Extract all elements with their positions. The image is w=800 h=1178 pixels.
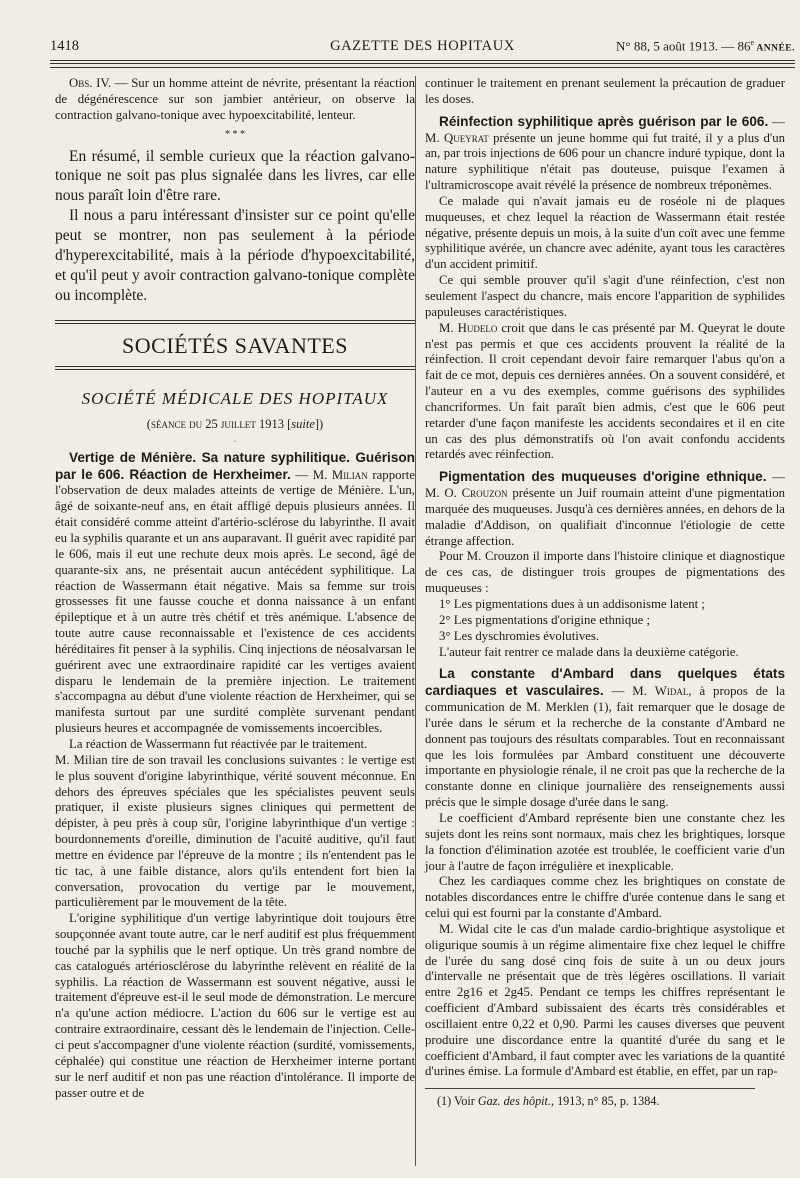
section-rule-bottom	[55, 366, 415, 370]
list-item: 2° Les pigmentations d'origine ethnique ;	[439, 612, 651, 627]
section-stars: * * *	[225, 128, 245, 140]
list-item: 1° Les pigmentations dues à un addisonisme latent ;	[439, 597, 705, 611]
ambard-heading: La constante d'Ambard dans quelques états cardiaques et vasculaires.	[425, 666, 785, 699]
header-rule	[50, 60, 795, 61]
vertige-paragraph-3: M. Milian tire de son travail les conclusions suivantes : le vertige est le plus souvent d'origine labyrinthique, vérité souvent méconnue. En dehors des épreuves spéciales que les spécialistes peuvent seuls pratiquer, il existe plusieurs signes cliniques qui permettent de dépister, à peu près à coup sûr, l'origine labyrinthique d'un vertige : bourdonnements d'oreille, diminution de l'acuité auditive, qu'il faut mettre en évidence par l'épreuve de la montre ; ils n'entendent pas le tic tac, à une faible distance, alors qu'ils entendent fort bien la conversation, provocation du vertige par le mouvement, particulièrement par le mouvement de la tête.	[55, 752, 415, 910]
continuation-paragraph: continuer le traitement en prenant seulement la précaution de graduer les doses.	[425, 76, 785, 106]
header-rule-2	[50, 63, 795, 64]
observation-paragraph: Obs. IV. — Sur un homme atteint de névrite, présentant la réaction de dégénérescence sur son jambier antérieur, on observe la contraction galvano-tonique avec hypoexcitabilité, lenteur.	[55, 76, 415, 122]
vertige-paragraph: Vertige de Ménière. Sa nature syphilitique. Guérison par le 606. Réaction de Herxheimer. — M. Milian rapporte l'observation de deux malades atteints de vertige de Ménière. L'un, âgé de soixante-neuf ans, en était affligé depuis plusieurs années. Il était considéré comme atteint d'artério-sclérose du labyrinthe. Il avait eu la syphilis quarante et un ans auparavant. Il guérit avec rapidité par le 606, mais il eut une rechute deux mois après. Le second, âgé de quarante-six ans, ne présentait aucun antécédent syphilitique. La réaction de Wassermann était négative. Mais sa femme sur trois grossesses fit une fausse couche et donna naissance à un enfant épileptique et à un autre très chétif et très anémique. L'absence de toute autre cause reconnaissable et l'existence de ces accidents héréditaires fit penser à la syphilis. Cinq injections de néosalvarsan le guérirent avec une extraordinaire rapidité car les vertiges avaient disparu le lendemain de la première injection. Le traitement s'accompagna au début d'une violente réaction de Herxheimer, qui se manifesta surtout par une surdité complète survenant pendant plusieurs heures et accompagnée de vomissements incoercibles.	[55, 449, 415, 736]
reinfection-paragraph-3: Ce qui semble prouver qu'il s'agit d'une réinfection, c'est non seulement l'aspect du chancre, mais encore l'apparition de syphilides papuleuses caractéristiques.	[425, 273, 785, 319]
pigmentation-paragraph: Pigmentation des muqueuses d'origine ethnique. — M. O. Crouzon présente un Juif roumain atteint d'une pigmentation marquée des muqueuses. Jusqu'à ces dernières années, en dehors de la maladie d'Addison, on qualifiait d'inconnue l'étiologie de cette étrange affection.	[425, 469, 786, 548]
vertige-heading: Vertige de Ménière. Sa nature syphilitique. Guérison par le 606. Réaction de Herxheimer.	[55, 449, 415, 482]
footnote-rule	[425, 1088, 755, 1089]
page-number: 1418	[50, 38, 79, 54]
section-heading: SOCIÉTÉS SAVANTES	[122, 332, 348, 358]
society-title: SOCIÉTÉ MÉDICALE DES HOPITAUX	[81, 388, 389, 408]
pigmentation-heading: Pigmentation des muqueuses d'origine ethnique.	[439, 469, 767, 485]
pigmentation-list	[425, 597, 785, 645]
column-divider	[415, 76, 416, 1166]
resume-paragraph-1: En résumé, il semble curieux que la réaction galvano-tonique ne soit pas plus signalée dans les livres, car elle nous paraît loin d'être rare.	[55, 147, 415, 205]
issue-info: N° 88, 5 août 1913. — 86e ANNÉE.	[615, 38, 795, 54]
vertige-paragraph-2: La réaction de Wassermann fut réactivée par le traitement.	[69, 736, 368, 751]
running-header	[50, 36, 795, 58]
header-rule-3	[50, 67, 795, 68]
reinfection-paragraph: Réinfection syphilitique après guérison par le 606. — M. Queyrat présente un jeune homme qui fut traité, il y a plus d'un an, par trois injections de 606 pour un chancre induré typique, dont la nature syphilitique n'était pas douteuse, puisque l'examen à l'ultramicroscope avait révélé la présence de nombreux tréponèmes.	[425, 113, 785, 193]
list-item: 3° Les dyschromies évolutives.	[439, 628, 600, 643]
ambard-paragraph-3: Chez les cardiaques comme chez les brightiques on constate de notables discordances entre le chiffre d'urée contenue dans le sang et celui qui est fourni par la constante d'Ambard.	[425, 874, 785, 921]
ornament-mark: ‘	[233, 437, 237, 448]
footnote: (1) Voir Gaz. des hôpit., 1913, n° 85, p. 1384.	[437, 1094, 660, 1109]
hudelo-paragraph: M. Hudelo croit que dans le cas présenté par M. Queyrat le doute n'est pas permis et que ces accidents prouvent la réalité de la réinfection. Il croit cependant devoir faire remarquer l'abus qu'on a fait de ce mot, depuis ces dernières années. On a souvent considéré, et l'auteur en a vu des exemples, comme guérisons des syphilides chancriformes. Un fait paraît bien admis, c'est que le 606 peut retarder d'une façon manifeste les accidents secondaires et il en cite un cas des plus démonstratifs où l'on avait confondu accidents retardés avec réinfection.	[425, 320, 785, 462]
pigmentation-paragraph-3: L'auteur fait rentrer ce malade dans la deuxième catégorie.	[439, 644, 739, 659]
ambard-paragraph: La constante d'Ambard dans quelques états cardiaques et vasculaires. — M. Widal, à propos de la communication de M. Merklen (1), fait remarquer que le dosage de l'urée dans le sérum et la recherche de la constante d'Ambard ne donnent pas toujours des résultats comparables. Tout en reconnaissant que les lois formulées par Ambard constituent une découverte importante en physiologie rénale, il ne croit pas que la recherche de la constante donne en clinique journalière des renseignements aussi précis que le simple dosage d'urée dans le sang.	[425, 666, 786, 810]
session-date: (séance du 25 juillet 1913 [suite])	[146, 416, 324, 431]
left-column	[55, 76, 415, 1101]
reinfection-paragraph-2: Ce malade qui n'avait jamais eu de roséole ni de plaques muqueuses, et chez lequel la réaction de Wassermann était restée négative, présente depuis un mois, à la suite d'un coït avec une femme syphilitique avérée, un chancre avec adénite, ayant tous les caractères d'un accident primitif.	[425, 193, 785, 272]
right-column	[425, 76, 785, 1109]
vertige-paragraph-4: L'origine syphilitique d'un vertige labyrintique doit toujours être soupçonnée avant toute autre, car le nerf auditif est plus fréquemment touché par la syphilis que le nerf optique. Un très grand nombre de cas catalogués artériosclérose du labyrinthe relèvent en réalité de la syphilis. La réaction de Wassermann est souvent négative, aussi le traitement d'épreuve est-il le seul mode de démonstration. Le mercure n'a qu'une action médiocre. L'action du 606 sur le vertige est au contraire extraordinaire, cessant dès le lendemain de l'injection. Celle-ci peut s'accompagner d'une violente réaction (surdité, vomissements, céphalée) qui constitue une réaction de Herxheimer interne portant sur le nerf auditif et non pas une réaction d'intolérance. Il importe de passer outre et de	[55, 911, 415, 1100]
ambard-paragraph-4: M. Widal cite le cas d'un malade cardio-brightique asystolique et oligurique soumis à un régime alimentaire fixe chez lequel le chiffre de l'urée du sang dosé cinq fois de suite à un ou deux jours d'intervalle ne présentait que de très légères oscillations. Il variait entre 2g16 et 2g45. Pendant ce temps les chiffres représentant le coefficient d'Ambard subissaient des écarts très considérables et oscillaient entre 0,22 et 0,90. Parmi les causes diverses que peuvent produire une discordance entre la quantité d'urée du sang et le coefficient d'Ambard, il faut compter avec les variations de la quantité d'urines émise. La formule d'Ambard est établie, en effet, par un rap-	[425, 921, 785, 1079]
journal-title: GAZETTE DES HOPITAUX	[330, 38, 515, 54]
resume-paragraph-2: Il nous a paru intéressant d'insister sur ce point qu'elle peut se montrer, non pas seulement à la période d'hyperexcitabilité, mais à la période d'hypoexcitabilité, et qu'il peut y avoir contraction galvano-tonique complète ou incomplète.	[55, 207, 415, 304]
pigmentation-paragraph-2: Pour M. Crouzon il importe dans l'histoire clinique et diagnostique de ces cas, de distinguer trois groupes de pigmentations des muqueuses :	[425, 549, 785, 596]
ambard-paragraph-2: Le coefficient d'Ambard représente bien une constante chez les sujets dont les reins sont normaux, mais chez les brightiques, lorsque la fonction d'élimination azotée est troublée, le coefficient varie d'un jour à l'autre de façon irrégulière et inexplicable.	[425, 810, 785, 873]
reinfection-heading: Réinfection syphilitique après guérison par le 606.	[439, 113, 769, 129]
